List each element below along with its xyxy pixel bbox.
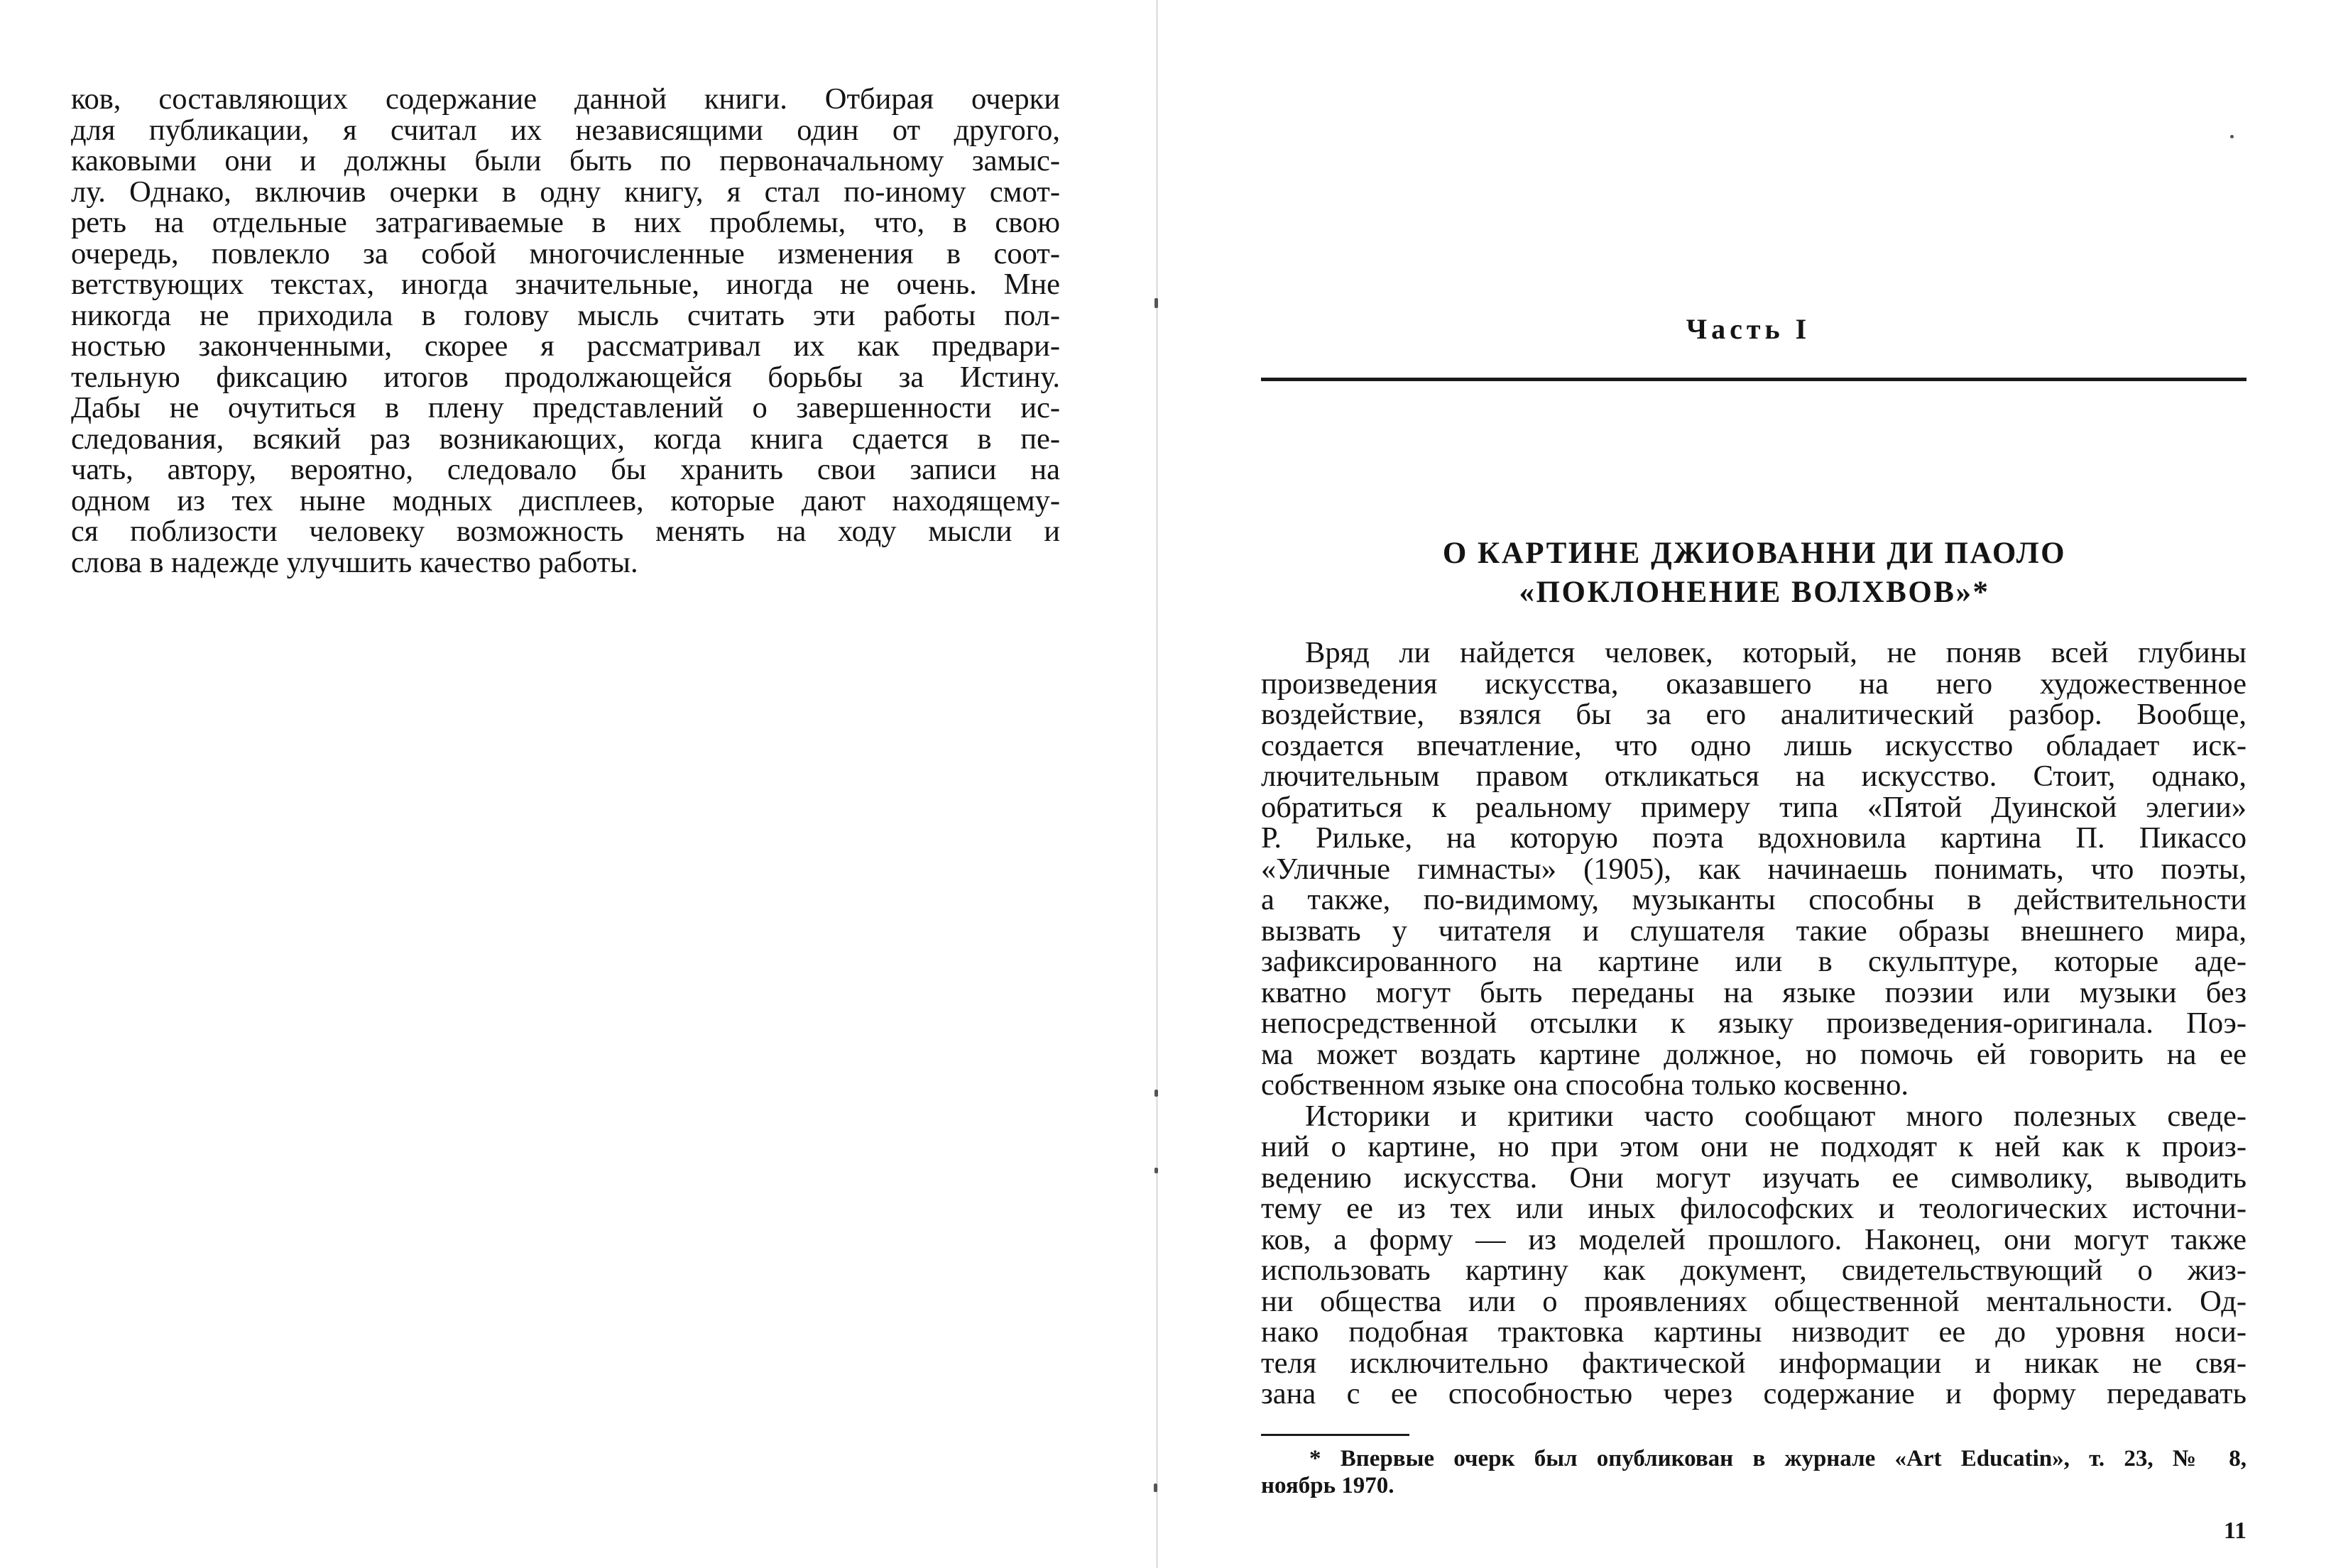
text-line: Дабы не очутиться в плену представлений о завершенности ис- (71, 391, 1060, 424)
footnote-line: ноябрь 1970. (1261, 1473, 1394, 1498)
left-page-text (71, 84, 1060, 578)
text-line: ветствующих текстах, иногда значительные, иногда не очень. Мне (71, 268, 1060, 301)
text-line: Р. Рильке, на которую поэта вдохновила картина П. Пикассо (1261, 821, 2247, 855)
text-line: создается впечатление, что одно лишь искусство обладает иск- (1261, 728, 2247, 762)
text-line: ков, а форму — из моделей прошлого. Наконец, они могут также (1261, 1222, 2247, 1256)
left-page (0, 0, 1157, 1568)
text-line: зафиксированного на картине или в скульптуре, которые аде- (1261, 945, 2247, 978)
text-line: кватно могут быть переданы на языке поэзии или музыки без (1261, 975, 2247, 1009)
text-line: ся поблизости человеку возможность менять на ходу мысли и (71, 515, 1060, 548)
text-line: ний о картине, но при этом они не подходят к ней как к произ- (1261, 1130, 2247, 1163)
part-heading: Часть I (1686, 313, 1811, 345)
text-line: использовать картину как документ, свидетельствующий о жиз- (1261, 1254, 2247, 1287)
scan-speck (2230, 135, 2234, 138)
text-line: «Уличные гимнасты» (1905), как начинаешь понимать, что поэты, (1261, 852, 2247, 886)
text-line: зана с ее способностью через содержание и форму передавать (1261, 1377, 2247, 1410)
text-line: одном из тех ныне модных дисплеев, которые дают находящему- (71, 483, 1060, 517)
essay-title (1261, 534, 2248, 612)
text-line: ма может воздать картине должное, но помочь ей говорить на ее (1261, 1037, 2247, 1071)
text-line: Вряд ли найдется человек, который, не поняв всей глубины (1305, 636, 2247, 669)
essay-title-line: «ПОКЛОНЕНИЕ ВОЛХВОВ»* (1519, 576, 1990, 609)
footnote-line: * Впервые очерк был опубликован в журнале «Art Educatin», т. 23, № 8, (1309, 1446, 2247, 1471)
text-line: собственном языке она способна только косвенно. (1261, 1068, 1909, 1102)
footnote (1261, 1445, 2247, 1499)
text-line: ни общества или о проявлениях общественной ментальности. Од- (1261, 1284, 2247, 1318)
text-line: обратиться к реальному примеру типа «Пятой Дуинской элегии» (1261, 790, 2247, 824)
text-line: лу. Однако, включив очерки в одну книгу, я стал по-иному смот- (71, 175, 1060, 209)
text-line: ков, составляющих содержание данной книги. Отбирая очерки (71, 82, 1060, 116)
text-line: Историки и критики часто сообщают много полезных сведе- (1305, 1099, 2247, 1133)
page-number: 11 (2223, 1518, 2247, 1544)
text-line: нако подобная трактовка картины низводит ее до уровня носи- (1261, 1315, 2247, 1349)
essay-title-line: О КАРТИНЕ ДЖИОВАННИ ДИ ПАОЛО (1442, 537, 2067, 570)
text-line: реть на отдельные затрагиваемые в них проблемы, что, в свою (71, 206, 1060, 239)
text-line: непосредственной отсылки к языку произведения-оригинала. Поэ- (1261, 1007, 2247, 1040)
text-line: лючительным правом откликаться на искусство. Стоит, однако, (1261, 760, 2247, 793)
text-line: чать, автору, вероятно, следовало бы хранить свои записи на (71, 453, 1060, 486)
text-line: тельную фиксацию итогов продолжающейся борьбы за Истину. (71, 360, 1060, 394)
text-line: тему ее из тех или иных философских и теологических источни- (1261, 1192, 2247, 1225)
heading-rule (1261, 378, 2247, 381)
text-line: очередь, повлекло за собой многочисленные изменения в соот- (71, 236, 1060, 270)
text-line: воздействие, взялся бы за его аналитический разбор. Вообще, (1261, 698, 2247, 731)
text-line: слова в надежде улучшить качество работы. (71, 545, 638, 579)
text-line: каковыми они и должны были быть по первоначальному замыс- (71, 144, 1060, 177)
text-line: следования, всякий раз возникающих, когда книга сдается в пе- (71, 422, 1060, 456)
text-line: ностью законченными, скорее я рассматривал их как предвари- (71, 329, 1060, 363)
text-line: произведения искусства, оказавшего на него художественное (1261, 667, 2247, 701)
text-line: для публикации, я считал их независящими один от другого, (71, 113, 1060, 147)
footnote-rule (1261, 1434, 1409, 1436)
right-page-text (1261, 637, 2247, 1410)
text-line: никогда не приходила в голову мысль считать эти работы пол- (71, 298, 1060, 332)
text-line: вызвать у читателя и слушателя такие образы внешнего мира, (1261, 914, 2247, 948)
text-line: теля исключительно фактической информации и никак не свя- (1261, 1346, 2247, 1380)
text-line: а также, по-видимому, музыканты способны в действительности (1261, 883, 2247, 916)
text-line: ведению искусства. Они могут изучать ее символику, выводить (1261, 1161, 2247, 1195)
